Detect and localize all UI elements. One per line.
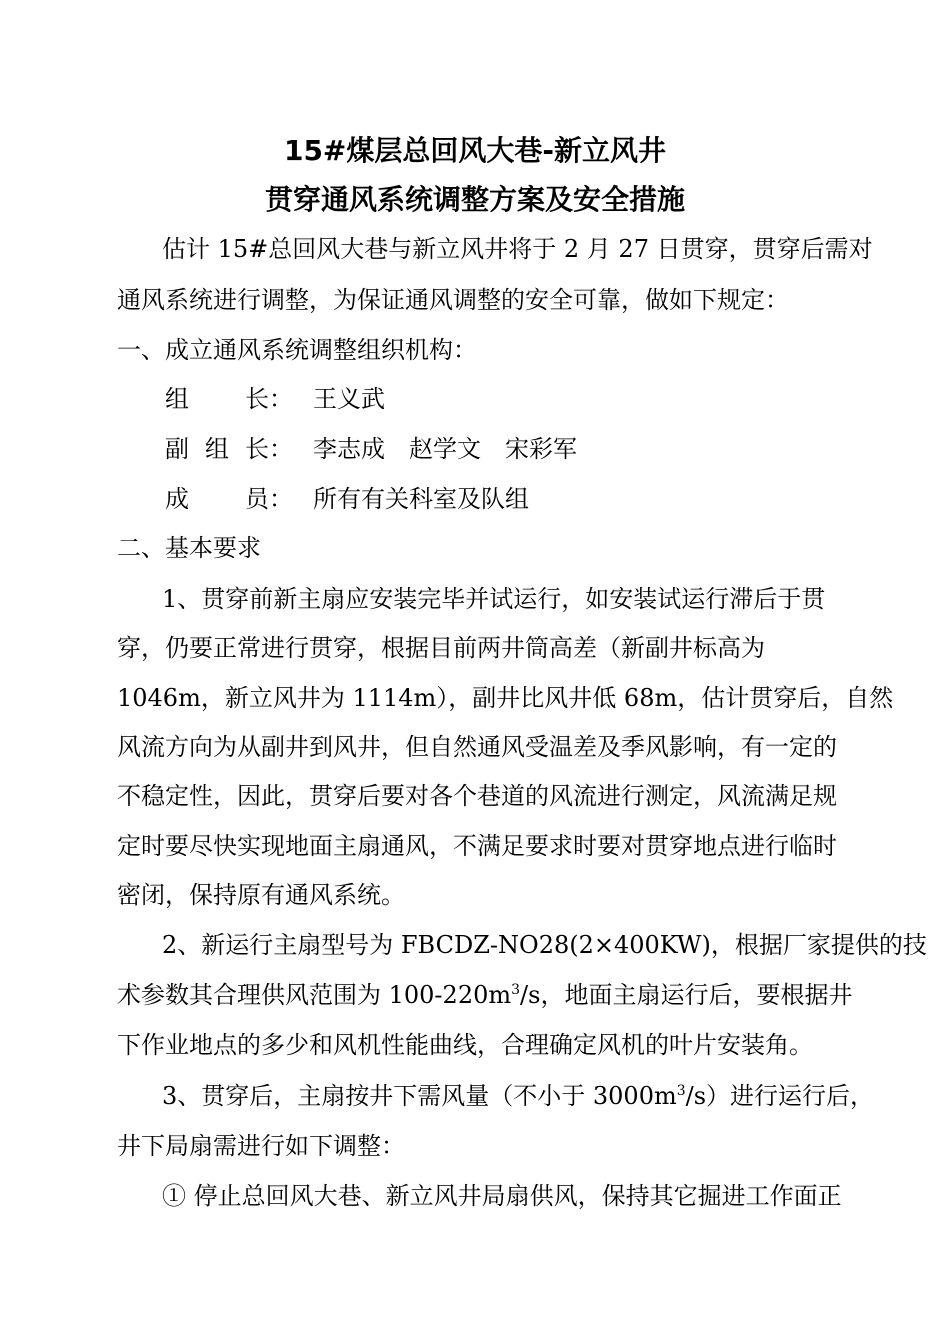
org-value: 李志成 赵学文 宋彩军 (313, 435, 577, 463)
para3-line-2: 井下局扇需进行如下调整： (117, 1132, 405, 1160)
org-row-members (165, 481, 529, 517)
para2-line-2: 术参数其合理供风范围为 $100-220m^3/s$，地面主扇运行后，要根据井 (117, 981, 853, 1009)
para1-line-6: 定时要尽快实现地面主扇通风，不满足要求时要对贯穿地点进行临时 (117, 832, 837, 860)
para1-line-2: 穿，仍要正常进行贯穿，根据目前两井筒高差（新副井标高为 (117, 634, 765, 662)
para3-line-1: 3、贯穿后，主扇按井下需风量（不小于 $3000m^3/s$）进行运行后， (162, 1082, 875, 1110)
org-label: 组 长： (165, 385, 293, 413)
org-value: 所有有关科室及队组 (313, 485, 529, 513)
para4-line-1: ① 停止总回风大巷、新立风井局扇供风，保持其它掘进工作面正 (162, 1182, 842, 1210)
section-heading-2: 二、基本要求 (117, 534, 261, 562)
doc-title-line-2: 贯穿通风系统调整方案及安全措施 (264, 183, 685, 216)
org-value: 王义武 (313, 385, 385, 413)
doc-title-line-1: 15#煤层总回风大巷-新立风井 (283, 134, 667, 167)
para1-line-3: 1046m，新立风井为 1114m），副井比风井低 68m，估计贯穿后，自然 (117, 684, 894, 712)
para1-line-5: 不稳定性，因此，贯穿后要对各个巷道的风流进行测定，风流满足规 (117, 782, 837, 810)
org-row-leader (165, 381, 385, 417)
org-row-deputy (165, 431, 577, 467)
intro-line-2: 通风系统进行调整，为保证通风调整的安全可靠，做如下规定： (117, 286, 789, 314)
org-label: 副 组 长： (165, 435, 293, 463)
org-label: 成 员： (165, 485, 293, 513)
para2-line-3: 下作业地点的多少和风机性能曲线，合理确定风机的叶片安装角。 (117, 1031, 813, 1059)
para2-line-1: 2、新运行主扇型号为 FBCDZ-NO28(2×400KW)，根据厂家提供的技 (162, 931, 927, 959)
para1-line-4: 风流方向为从副井到风井，但自然通风受温差及季风影响，有一定的 (117, 733, 837, 761)
para1-line-7: 密闭，保持原有通风系统。 (117, 881, 405, 909)
section-heading-1: 一、成立通风系统调整组织机构： (117, 336, 477, 364)
intro-line-1: 估计 15#总回风大巷与新立风井将于 2 月 27 日贯穿，贯穿后需对 (162, 235, 873, 263)
para1-line-1: 1、贯穿前新主扇应安装完毕并试运行，如安装试运行滞后于贯 (162, 585, 826, 613)
